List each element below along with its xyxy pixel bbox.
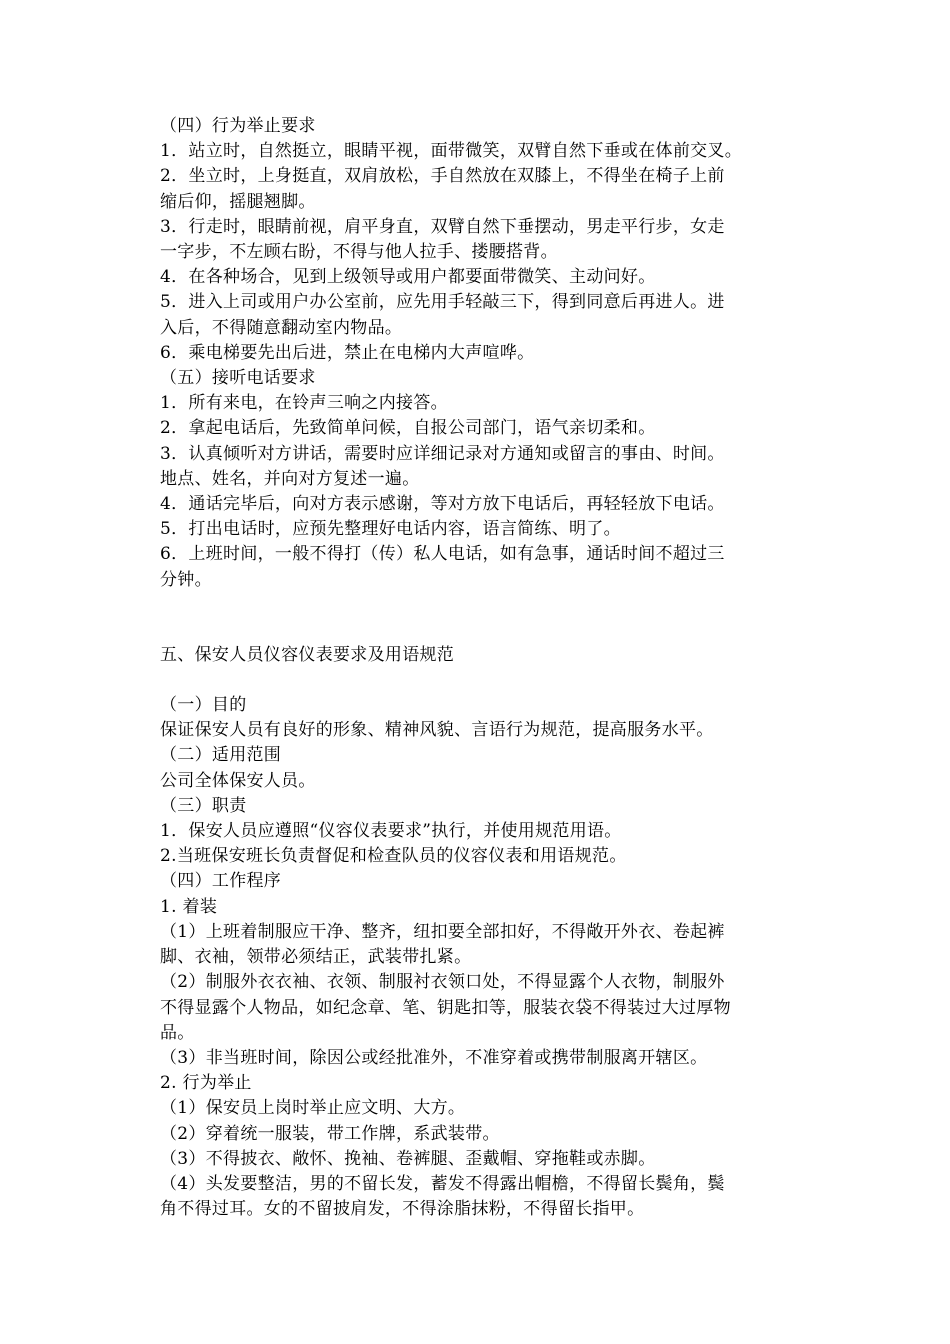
paragraph-line: 公司全体保安人员。 [160,770,316,791]
paragraph-line: （2）制服外衣衣袖、衣领、制服衬衣领口处，不得显露个人衣物，制服外 [160,972,725,993]
paragraph-line: （二）适用范围 [160,745,282,766]
paragraph-line: 品。 [160,1022,195,1043]
paragraph-line: 5．打出电话时，应预先整理好电话内容，语言简练、明了。 [160,519,621,540]
paragraph-line: 3．认真倾听对方讲话，需要时应详细记录对方通知或留言的事由、时间。 [160,443,725,464]
paragraph-line: 1．保安人员应遵照“仪容仪表要求”执行，并使用规范用语。 [160,821,622,842]
paragraph-line: 入后，不得随意翻动室内物品。 [160,317,403,338]
paragraph-line: 6．乘电梯要先出后进，禁止在电梯内大声喧哗。 [160,342,535,363]
paragraph-line: 不得显露个人物品，如纪念章、笔、钥匙扣等，服装衣袋不得装过大过厚物 [160,997,731,1018]
spacer [160,668,800,693]
paragraph-line: 6．上班时间，一般不得打（传）私人电话，如有急事，通话时间不超过三 [160,544,725,565]
paragraph-line: 一字步，不左顾右盼，不得与他人拉手、搂腰搭背。 [160,242,558,263]
paragraph-line: 角不得过耳。女的不留披肩发，不得涂脂抹粉，不得留长指甲。 [160,1199,645,1220]
document-page [160,114,800,1222]
paragraph-line: （4）头发要整洁，男的不留长发，蓄发不得露出帽檐，不得留长鬓角，鬓 [160,1173,725,1194]
paragraph-line: 4．通话完毕后，向对方表示感谢，等对方放下电话后，再轻轻放下电话。 [160,494,725,515]
paragraph-line: （2）穿着统一服装，带工作牌，系武装带。 [160,1123,500,1144]
paragraph-line: 1．所有来电，在铃声三响之内接答。 [160,393,448,414]
paragraph-line: 1．站立时，自然挺立，眼睛平视，面带微笑，双臂自然下垂或在体前交叉。 [160,141,743,162]
paragraph-line: （3）非当班时间，除因公或经批准外，不准穿着或携带制服离开辖区。 [160,1047,708,1068]
paragraph-line: 2.当班保安班长负责督促和检查队员的仪容仪表和用语规范。 [160,846,627,867]
paragraph-line: 2．坐立时，上身挺直，双肩放松，手自然放在双膝上，不得坐在椅子上前 [160,166,725,187]
spacer [160,593,800,643]
paragraph-line: 2．拿起电话后，先致简单问候，自报公司部门，语气亲切柔和。 [160,418,656,439]
paragraph-line: 保证保安人员有良好的形象、精神风貌、言语行为规范，提高服务水平。 [160,720,714,741]
subsection-heading-behavior: （四）行为举止要求 [160,116,316,136]
paragraph-line: 5．进入上司或用户办公室前，应先用手轻敲三下，得到同意后再进人。进 [160,292,725,313]
paragraph-line: 地点、姓名，并向对方复述一遍。 [160,468,420,489]
paragraph-line: （1）上班着制服应干净、整齐，纽扣要全部扣好，不得敞开外衣、卷起裤 [160,921,725,942]
paragraph-line: （一）目的 [160,695,247,716]
paragraph-line: （1）保安员上岗时举止应文明、大方。 [160,1098,466,1119]
paragraph-line: 4．在各种场合，见到上级领导或用户都要面带微笑、主动问好。 [160,267,656,288]
paragraph-line: 2. 行为举止 [160,1073,252,1094]
paragraph-line: 1. 着装 [160,896,218,917]
paragraph-line: （3）不得披衣、敞怀、挽袖、卷裤腿、歪戴帽、穿拖鞋或赤脚。 [160,1148,656,1169]
paragraph-line: （四）工作程序 [160,871,282,892]
paragraph-line: 缩后仰，摇腿翘脚。 [160,191,316,212]
paragraph-line: 3．行走时，眼睛前视，肩平身直，双臂自然下垂摆动，男走平行步，女走 [160,216,725,237]
paragraph-line: 分钟。 [160,569,212,590]
section-title: 五、保安人员仪容仪表要求及用语规范 [160,644,455,665]
paragraph-line: （三）职责 [160,795,247,816]
subsection-heading-phone: （五）接听电话要求 [160,368,316,389]
paragraph-line: 脚、衣袖，领带必须结正，武装带扎紧。 [160,947,472,968]
